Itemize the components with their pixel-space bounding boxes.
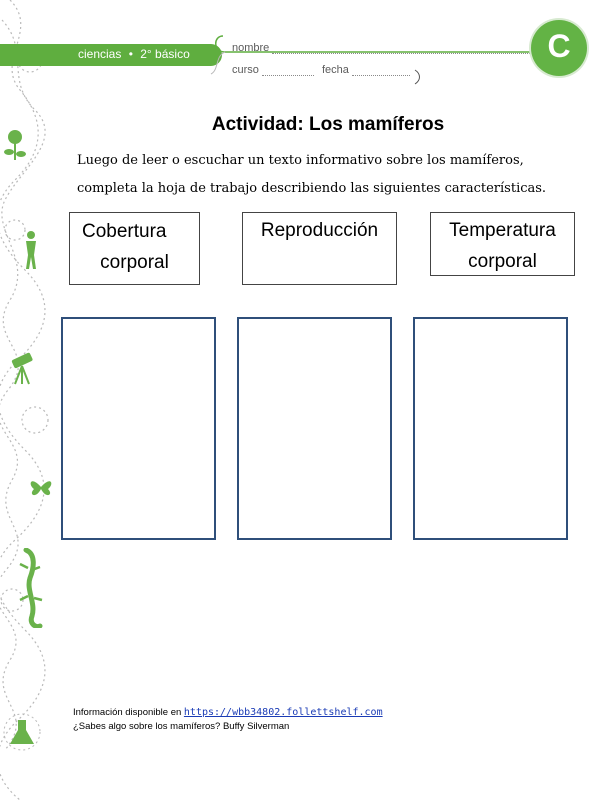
answer-box-body-covering[interactable] xyxy=(61,317,216,540)
butterfly-icon xyxy=(28,475,54,499)
person-icon xyxy=(20,230,42,270)
subject-label: ciencias xyxy=(78,47,122,61)
date-field-label: fecha xyxy=(322,64,349,76)
footer xyxy=(73,707,383,735)
column-label-body-covering xyxy=(69,212,200,285)
answer-box-reproduction[interactable] xyxy=(237,317,392,540)
page-title: Actividad: Los mamíferos xyxy=(211,114,445,135)
column-label-line: corporal xyxy=(100,252,169,273)
footer-info-prefix: Información disponible en xyxy=(73,707,184,718)
column-label-line: Reproducción xyxy=(260,220,379,241)
column-label-line: corporal xyxy=(468,251,537,272)
answer-box-body-temperature[interactable] xyxy=(413,317,568,540)
subject-badge xyxy=(531,20,587,76)
header-separator: • xyxy=(128,47,133,61)
lizard-icon xyxy=(16,548,46,628)
instructions-line-1: Luego de leer o escuchar un texto informativo sobre los mamíferos, xyxy=(77,153,524,168)
footer-source: ¿Sabes algo sobre los mamíferos? Buffy Silverman xyxy=(73,721,290,732)
column-label-line: Cobertura xyxy=(82,221,167,242)
grade-label: 2° básico xyxy=(140,47,190,61)
header-subject-grade xyxy=(78,47,190,61)
source-link[interactable]: https://wbb34802.follettshelf.com xyxy=(183,707,383,718)
footer-info-line xyxy=(73,707,383,721)
name-field-label: nombre xyxy=(232,42,270,54)
header-field-frame xyxy=(205,30,545,90)
column-label-body-temperature xyxy=(430,212,575,276)
date-field-line[interactable] xyxy=(352,74,410,76)
instructions-line-2: completa la hoja de trabajo describiendo las siguientes características. xyxy=(77,181,547,196)
course-field-line[interactable] xyxy=(262,74,314,76)
column-label-reproduction xyxy=(242,212,397,285)
subject-badge-letter: C xyxy=(547,28,571,64)
flask-icon xyxy=(2,712,42,752)
name-field-line[interactable] xyxy=(272,52,530,54)
column-label-line: Temperatura xyxy=(449,220,556,241)
header-band xyxy=(0,44,222,66)
telescope-icon xyxy=(8,350,36,386)
course-field-label: curso xyxy=(232,64,259,76)
